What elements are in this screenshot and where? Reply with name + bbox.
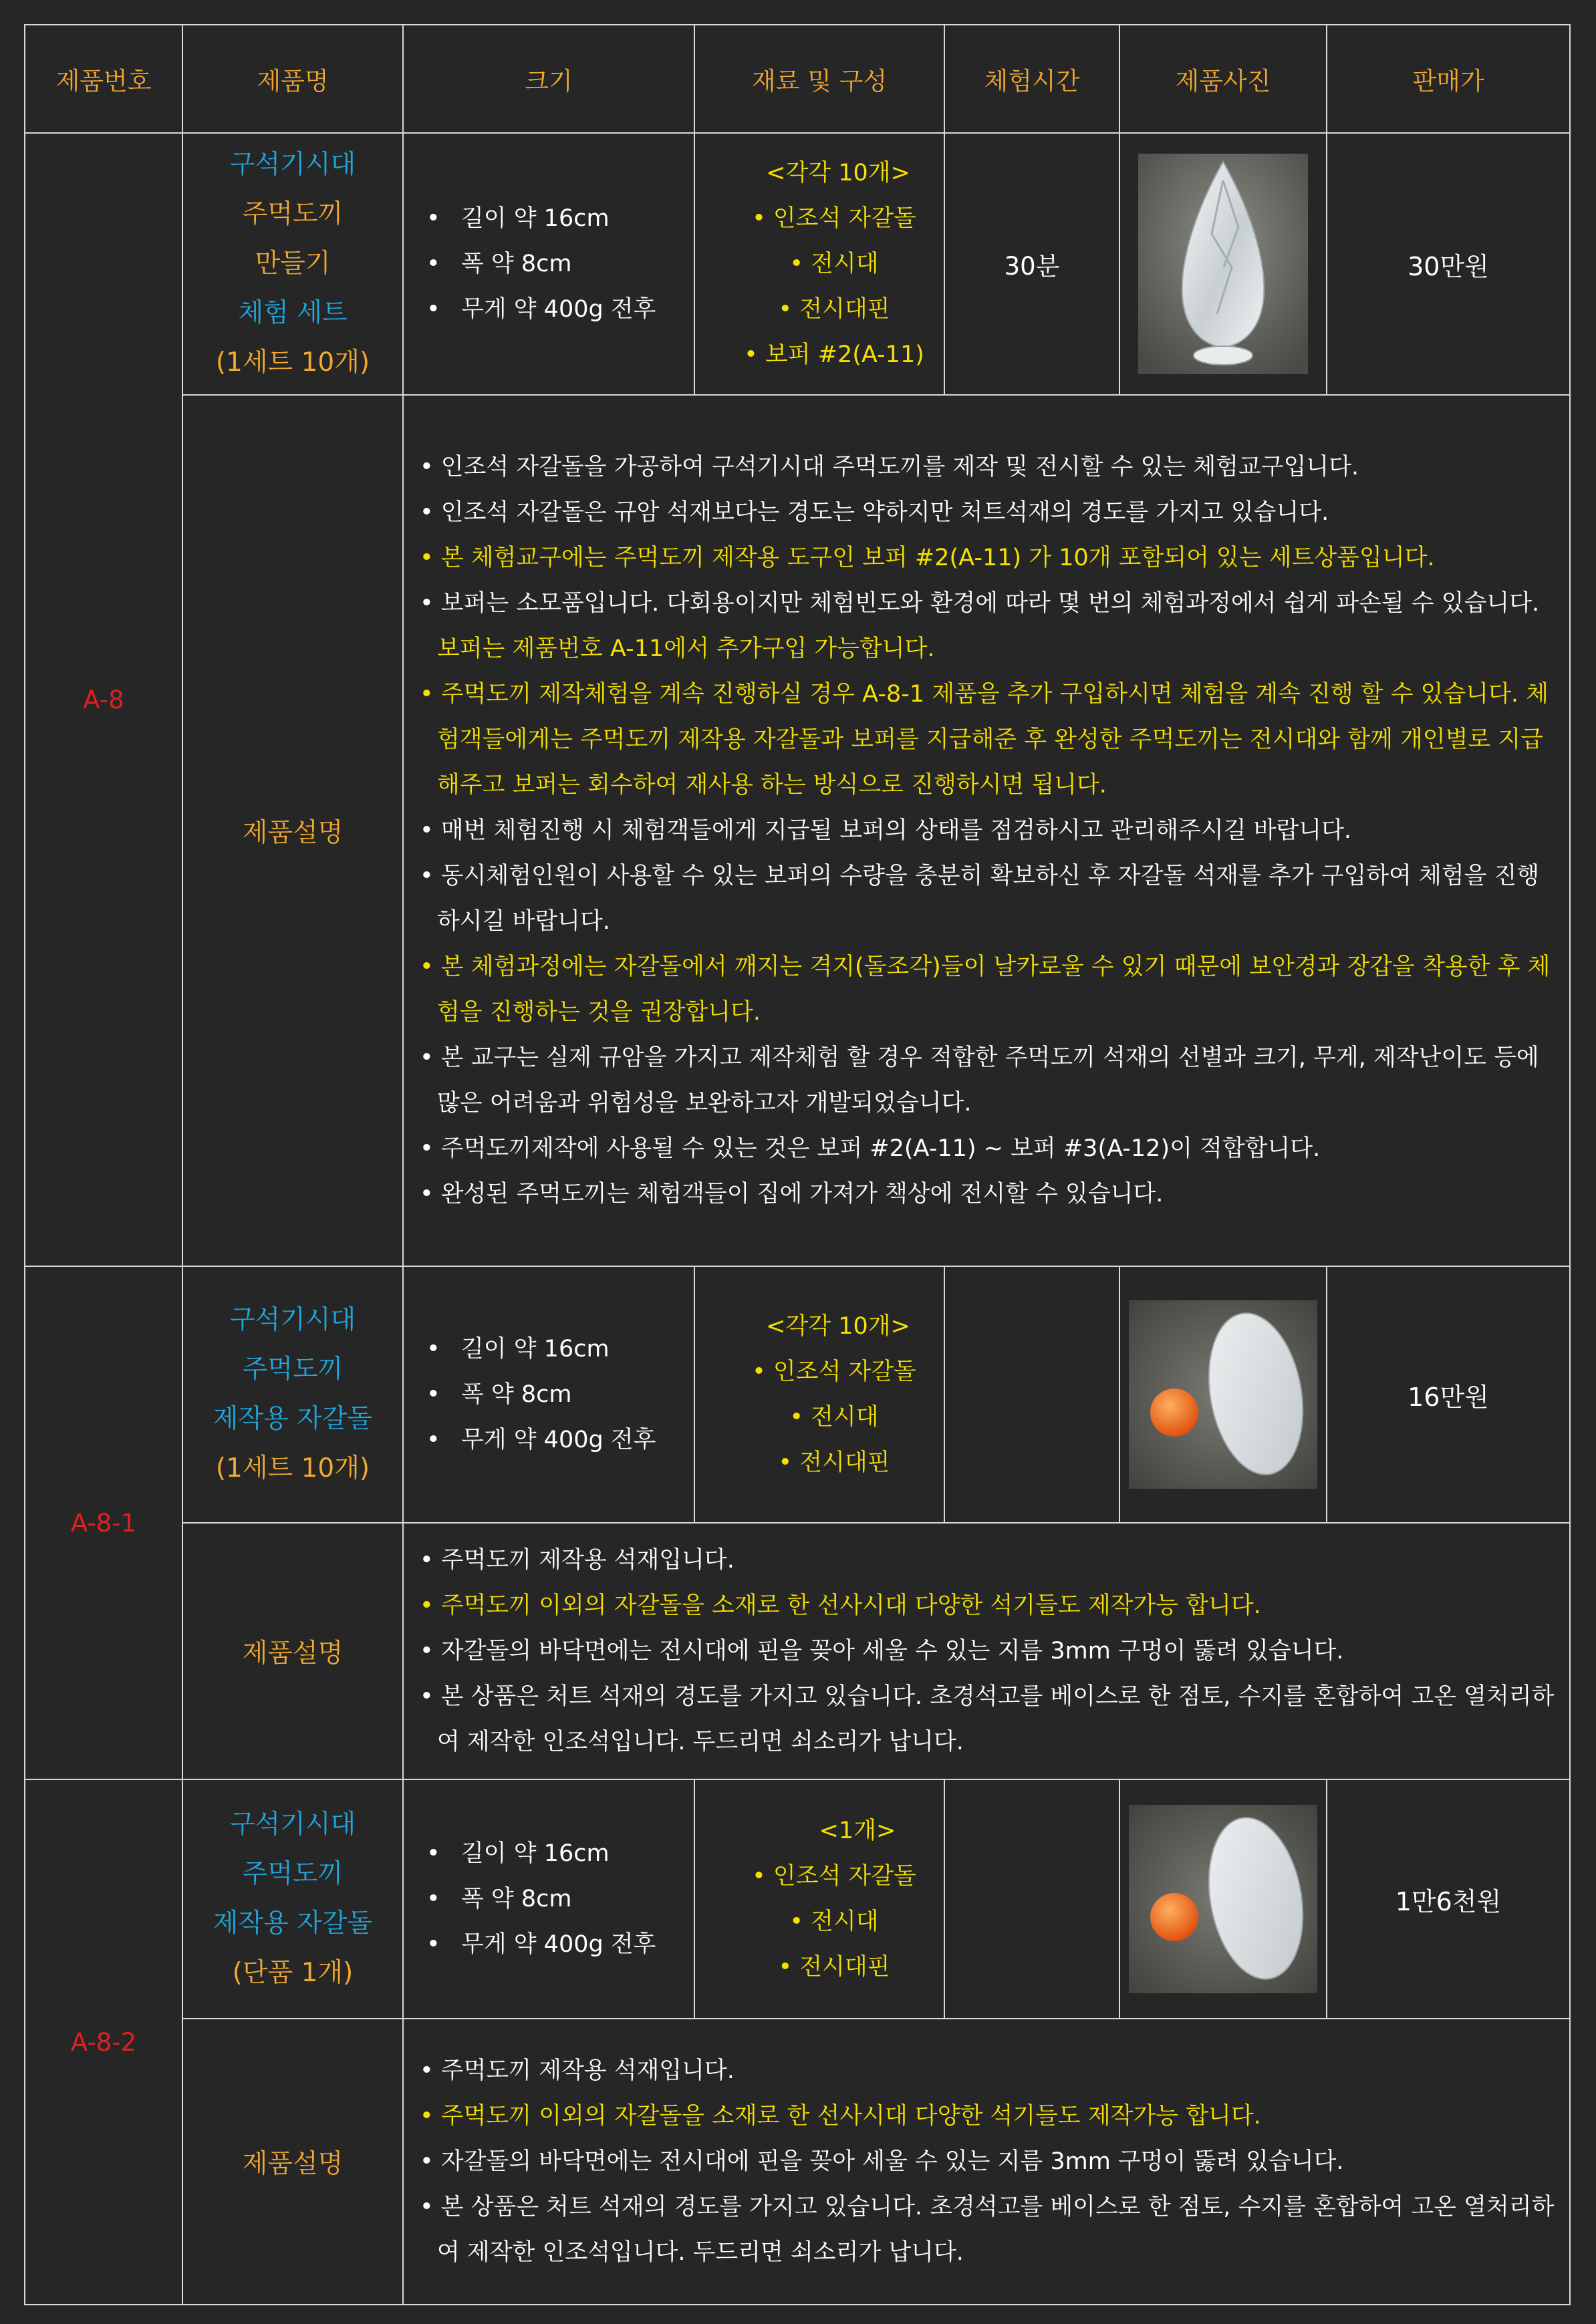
size-item: • 폭 약 8cm	[426, 1876, 694, 1922]
description-line: • 인조석 자갈돌은 규암 석재보다는 경도는 약하지만 처트석재의 경도를 가지고 있습니다.	[420, 499, 1329, 526]
pebble-and-stand-photo	[1129, 1300, 1317, 1489]
description-line: • 주먹도끼 제작용 석재입니다.	[420, 1547, 735, 1574]
material-item: • 전시대	[789, 1908, 879, 1935]
description-line: • 본 체험과정에는 자갈돌에서 깨지는 격지(돌조각)들이 날카로울 수 있기 때문에 보안경과 장갑을 착용한 후 체험을 진행하는 것을 권장합니다.	[420, 954, 1551, 1026]
product-table	[24, 24, 1571, 2305]
product-name-line: 주먹도끼	[242, 1859, 344, 1889]
product-name-line: 주먹도끼	[242, 1354, 344, 1385]
product-size	[403, 1779, 694, 2019]
description-line: • 완성된 주먹도끼는 체험객들이 집에 가져가 책상에 전시할 수 있습니다.	[420, 1181, 1164, 1207]
product-name-line: 구석기시대	[229, 1305, 356, 1335]
product-name-line: 제작용 자갈돌	[213, 1908, 373, 1938]
size-item: • 길이 약 16cm	[426, 1326, 694, 1372]
product-name	[182, 1266, 403, 1523]
material-item: • 전시대핀	[778, 1954, 890, 1981]
product-materials	[694, 1266, 944, 1523]
product-code: A-8	[25, 133, 182, 1266]
description-label: 제품설명	[182, 2019, 403, 2305]
description-row	[25, 2019, 1570, 2305]
size-item: • 무게 약 400g 전후	[426, 1922, 694, 1967]
product-row	[25, 1266, 1570, 1523]
description-row	[25, 1523, 1570, 1779]
header-time: 체험시간	[944, 25, 1119, 133]
product-name-line: (단품 1개)	[232, 1958, 354, 1988]
product-size	[403, 1266, 694, 1523]
description-line: • 매번 체험진행 시 체험객들에게 지급될 보퍼의 상태를 점검하시고 관리해주시길 바랍니다.	[420, 817, 1351, 844]
description-line: • 주먹도끼 제작체험을 계속 진행하실 경우 A-8-1 제품을 추가 구입하시면 체험을 계속 진행 할 수 있습니다. 체험객들에게는 주먹도끼 제작용 자갈돌과 보퍼를 지급해준 후 완성한 주먹도끼는 전시대와 함께 개인별로 지급해주고 보퍼는 회수하여 재사용 하는 방식으로 진행하시면 됩니다.	[420, 681, 1549, 798]
description-line: • 주먹도끼제작에 사용될 수 있는 것은 보퍼 #2(A-11) ~ 보퍼 #3(A-12)이 적합합니다.	[420, 1135, 1321, 1162]
description-line: • 주먹도끼 이외의 자갈돌을 소재로 한 선사시대 다양한 석기들도 제작가능 합니다.	[420, 2103, 1261, 2130]
product-price: 30만원	[1327, 133, 1570, 395]
description-line: • 본 체험교구에는 주먹도끼 제작용 도구인 보퍼 #2(A-11) 가 10개 포함되어 있는 세트상품입니다.	[420, 545, 1435, 571]
description-text-part: • 보퍼는 소모품입니다. 다회용이지만 체험빈도와 환경에 따라 몇 번의 체험과정에서 쉽게 파손될 수 있습니다.	[420, 590, 1540, 617]
product-materials	[694, 1779, 944, 2019]
product-row	[25, 1779, 1570, 2019]
material-item: • 보퍼 #2(A-11)	[744, 341, 924, 368]
material-item: • 인조석 자갈돌	[752, 1358, 916, 1385]
material-item: • 인조석 자갈돌	[752, 1863, 916, 1890]
experience-time	[944, 1266, 1119, 1523]
size-item: • 무게 약 400g 전후	[426, 287, 694, 332]
header-code: 제품번호	[25, 25, 182, 133]
product-size	[403, 133, 694, 395]
header-photo: 제품사진	[1119, 25, 1327, 133]
product-name-line: 만들기	[255, 249, 331, 279]
product-name-line: (1세트 10개)	[215, 1453, 370, 1483]
product-name-line: 주먹도끼	[242, 199, 344, 229]
size-item: • 폭 약 8cm	[426, 1372, 694, 1417]
materials-head: <각각 10개>	[766, 160, 910, 186]
product-price: 1만6천원	[1327, 1779, 1570, 2019]
product-photo-cell	[1119, 133, 1327, 395]
description-label: 제품설명	[182, 1523, 403, 1779]
product-code: A-8-2	[25, 1779, 182, 2305]
description-line: • 동시체험인원이 사용할 수 있는 보퍼의 수량을 충분히 확보하신 후 자갈돌 석재를 추가 구입하여 체험을 진행하시길 바랍니다.	[420, 863, 1540, 935]
experience-time: 30분	[944, 133, 1119, 395]
experience-time	[944, 1779, 1119, 2019]
header-price: 판매가	[1327, 25, 1570, 133]
size-item: • 폭 약 8cm	[426, 241, 694, 287]
product-name-line: 구석기시대	[229, 1809, 356, 1840]
product-row	[25, 133, 1570, 395]
material-item: • 전시대핀	[778, 296, 890, 323]
description-line: • 자갈돌의 바닥면에는 전시대에 핀을 꽂아 세울 수 있는 지름 3mm 구멍이 뚫려 있습니다.	[420, 2148, 1344, 2175]
product-photo-cell	[1119, 1266, 1327, 1523]
material-item: • 전시대	[789, 1404, 879, 1431]
materials-head: <각각 10개>	[766, 1313, 910, 1340]
description-line: • 본 상품은 처트 석재의 경도를 가지고 있습니다. 초경석고를 베이스로 한 점토, 수지를 혼합하여 고온 열처리하여 제작한 인조석입니다. 두드리면 쇠소리가 납니다.	[420, 1683, 1555, 1755]
product-price: 16만원	[1327, 1266, 1570, 1523]
description-text	[403, 2019, 1570, 2305]
material-item: • 전시대	[789, 251, 879, 277]
product-name-line: 구석기시대	[229, 150, 356, 180]
description-line: • 자갈돌의 바닥면에는 전시대에 핀을 꽂아 세울 수 있는 지름 3mm 구멍이 뚫려 있습니다.	[420, 1638, 1344, 1664]
description-line: • 인조석 자갈돌을 가공하여 구석기시대 주먹도끼를 제작 및 전시할 수 있는 체험교구입니다.	[420, 454, 1359, 480]
description-line	[420, 581, 1557, 672]
product-name	[182, 133, 403, 395]
description-label: 제품설명	[182, 395, 403, 1266]
material-item: • 인조석 자갈돌	[752, 205, 916, 232]
product-code: A-8-1	[25, 1266, 182, 1779]
product-name	[182, 1779, 403, 2019]
handaxe-on-stand-photo	[1138, 154, 1308, 374]
product-name-line: 제작용 자갈돌	[213, 1404, 373, 1434]
size-item: • 무게 약 400g 전후	[426, 1417, 694, 1463]
description-text	[403, 1523, 1570, 1779]
materials-head: <1개>	[819, 1818, 896, 1844]
size-item: • 길이 약 16cm	[426, 196, 694, 241]
product-name-line: (1세트 10개)	[215, 347, 370, 378]
product-photo-cell	[1119, 1779, 1327, 2019]
description-row	[25, 395, 1570, 1266]
description-line: • 주먹도끼 제작용 석재입니다.	[420, 2057, 735, 2084]
header-name: 제품명	[182, 25, 403, 133]
description-line: • 본 상품은 처트 석재의 경도를 가지고 있습니다. 초경석고를 베이스로 한 점토, 수지를 혼합하여 고온 열처리하여 제작한 인조석입니다. 두드리면 쇠소리가 납니다.	[420, 2194, 1555, 2266]
size-item: • 길이 약 16cm	[426, 1831, 694, 1876]
header-size: 크기	[403, 25, 694, 133]
description-line: • 주먹도끼 이외의 자갈돌을 소재로 한 선사시대 다양한 석기들도 제작가능 합니다.	[420, 1592, 1261, 1619]
description-highlight: 보퍼는 제품번호 A-11에서 추가구입 가능합니다.	[437, 635, 935, 662]
header-row	[25, 25, 1570, 133]
product-name-line: 체험 세트	[238, 298, 348, 328]
description-text	[403, 395, 1570, 1266]
product-materials	[694, 133, 944, 395]
material-item: • 전시대핀	[778, 1449, 890, 1476]
description-line: • 본 교구는 실제 규암을 가지고 제작체험 할 경우 적합한 주먹도끼 석재의 선별과 크기, 무게, 제작난이도 등에 많은 어려움과 위험성을 보완하고자 개발되었습니다.	[420, 1044, 1539, 1117]
header-materials: 재료 및 구성	[694, 25, 944, 133]
pebble-and-stand-photo	[1129, 1805, 1317, 1993]
